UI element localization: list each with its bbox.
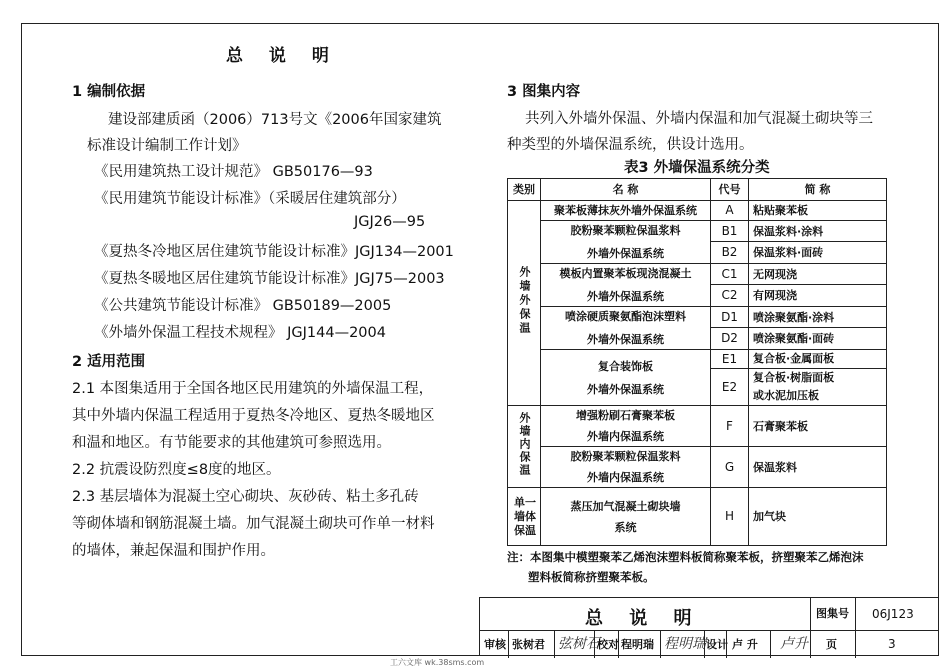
table-note: [507, 547, 897, 587]
name-line: 蒸压加气混凝土砌块墙: [570, 499, 681, 513]
divider: [704, 631, 705, 658]
atlas-number: 06J123: [872, 607, 914, 621]
note-line: 注：本图集中模塑聚苯乙烯泡沫塑料板简称聚苯板，挤塑聚苯乙烯泡沫: [507, 550, 864, 564]
category-label: 外墙内保温: [518, 412, 531, 477]
sec2-line: 其中外墙内保温工程适用于夏热冬冷地区、夏热冬暖地区: [72, 408, 435, 424]
table-row: [508, 307, 887, 328]
code-cell: D2: [711, 328, 749, 350]
abbr-cell: 保温浆料·面砖: [749, 242, 887, 264]
divider: [618, 631, 619, 658]
name-line: 增强粉刷石膏聚苯板: [576, 409, 675, 422]
divider: [770, 631, 771, 658]
abbr-cell: 有网现浇: [749, 285, 887, 307]
sec2-line: 和温和地区。有节能要求的其他建筑可参照选用。: [72, 435, 391, 451]
name-cell: [541, 488, 711, 546]
name-line: 模板内置聚苯板现浇混凝土: [559, 267, 692, 280]
note-line: 塑料板简称挤塑聚苯板。: [528, 570, 655, 584]
category-cell: [508, 406, 541, 488]
sec1-line: 《夏热冬暖地区居住建筑节能设计标准》JGJ75—2003: [94, 271, 445, 287]
section-1-heading: 1 编制依据: [72, 84, 146, 100]
name-line: 系统: [614, 520, 637, 534]
header-cell: 代号: [711, 179, 749, 201]
abbr-cell: 喷涂聚氨酯·面砖: [749, 328, 887, 350]
sec1-line: 《民用建筑节能设计标准》（采暖居住建筑部分）: [94, 191, 406, 207]
code-cell: H: [711, 488, 749, 546]
title-block: [479, 597, 939, 656]
watermark: 工六文库 wk.38sms.com: [390, 658, 485, 667]
code-cell: C1: [711, 264, 749, 285]
code-line: E2: [721, 380, 738, 394]
sec2-line: 2.3 基层墙体为混凝土空心砌块、灰砂砖、粘土多孔砖: [72, 489, 419, 505]
page-title: 总 说 明: [226, 46, 339, 66]
table-row: [508, 406, 887, 447]
design-name: 卢 升: [732, 638, 758, 651]
sec2-line: 等砌体墙和钢筋混凝土墙。加气混凝土砌块可作单一材料: [72, 516, 435, 532]
abbr-cell: 粘贴聚苯板: [749, 201, 887, 221]
page-number: 3: [888, 637, 896, 651]
sec3-line: 共列入外墙外保温、外墙内保温和加气混凝土砌块等三: [525, 111, 873, 127]
name-cell: [541, 350, 711, 406]
sec2-line: 的墙体，兼起保温和围护作用。: [72, 543, 275, 559]
table-row: [508, 264, 887, 285]
name-cell: 聚苯板薄抹灰外墙外保温系统: [541, 201, 711, 221]
table-header-row: [508, 179, 887, 201]
name-line: 外墙外保温系统: [587, 382, 664, 396]
review-name: 张树君: [512, 638, 545, 651]
divider: [660, 631, 661, 658]
sec1-line: 标准设计编制工作计划》: [87, 138, 247, 154]
divider: [810, 631, 811, 658]
name-line: 胶粉聚苯颗粒保温浆料: [570, 450, 681, 463]
table-row: [508, 447, 887, 488]
design-signature: 卢升: [780, 636, 808, 652]
check-label: 校对: [597, 638, 619, 651]
code-cell: A: [711, 201, 749, 221]
abbr-cell: 喷涂聚氨酯·涂料: [749, 307, 887, 328]
section-3-heading: 3 图集内容: [507, 84, 581, 100]
name-cell: [541, 447, 711, 488]
titleblock-name: 总 说 明: [585, 608, 702, 629]
name-line: 外墙内保温系统: [587, 471, 664, 484]
sec1-line: JGJ26—95: [354, 214, 426, 230]
sec2-line: 2.2 抗震设防烈度≤8度的地区。: [72, 462, 281, 478]
name-line: 外墙外保温系统: [587, 247, 664, 260]
category-label: 外墙外保温: [518, 266, 531, 336]
category-cell: [508, 201, 541, 406]
section-2-heading: 2 适用范围: [72, 354, 146, 370]
divider: [726, 631, 727, 658]
code-cell: C2: [711, 285, 749, 307]
sec3-line: 种类型的外墙保温系统，供设计选用。: [507, 137, 754, 153]
divider: [554, 631, 555, 658]
code-cell: [711, 350, 749, 406]
abbr-cell: 无网现浇: [749, 264, 887, 285]
name-cell: [541, 264, 711, 307]
divider: [508, 631, 509, 658]
review-signature: 弦树石: [558, 636, 600, 652]
code-cell: F: [711, 406, 749, 447]
check-signature: 程明瑞: [664, 636, 706, 652]
review-label: 审核: [484, 638, 506, 651]
atlas-label: 图集号: [816, 607, 849, 620]
sec2-line: 2.1 本图集适用于全国各地区民用建筑的外墙保温工程，: [72, 381, 434, 397]
name-line: 外墙外保温系统: [587, 290, 664, 303]
titleblock-sign-row: [480, 630, 939, 658]
name-cell: [541, 307, 711, 350]
sec1-line: 《公共建筑节能设计标准》 GB50189—2005: [94, 298, 392, 314]
sec1-line: 《夏热冬冷地区居住建筑节能设计标准》JGJ134—2001: [94, 244, 454, 260]
abbr-cell: 加气块: [749, 488, 887, 546]
divider: [855, 631, 856, 658]
abbr-cell: 石膏聚苯板: [749, 406, 887, 447]
divider: [855, 598, 856, 630]
name-line: 喷涂硬质聚氨酯泡沫塑料: [565, 310, 686, 323]
name-cell: [541, 221, 711, 264]
sec1-line: 《外墙外保温工程技术规程》 JGJ144—2004: [94, 325, 386, 341]
code-cell: D1: [711, 307, 749, 328]
header-cell: 类别: [508, 179, 541, 201]
code-cell: G: [711, 447, 749, 488]
abbr-line: 复合板·树脂面板: [753, 371, 835, 384]
abbr-cell: [749, 350, 887, 406]
code-cell: B2: [711, 242, 749, 264]
table-row: [508, 221, 887, 242]
name-line: 外墙外保温系统: [587, 333, 664, 346]
divider: [594, 631, 595, 658]
table-row: [508, 488, 887, 546]
classification-table: [507, 178, 887, 546]
name-cell: [541, 406, 711, 447]
check-name: 程明瑞: [621, 638, 654, 651]
code-cell: B1: [711, 221, 749, 242]
header-cell: 名 称: [541, 179, 711, 201]
divider: [810, 598, 811, 630]
abbr-cell: 保温浆料: [749, 447, 887, 488]
category-label: 单一墙体保温: [514, 495, 536, 537]
table-row: [508, 350, 887, 406]
sec1-line: 《民用建筑热工设计规范》 GB50176—93: [94, 164, 373, 180]
abbr-cell: 保温浆料·涂料: [749, 221, 887, 242]
name-line: 胶粉聚苯颗粒保温浆料: [570, 224, 681, 237]
page-label: 页: [826, 638, 837, 651]
abbr-line: 复合板·金属面板: [749, 350, 886, 369]
code-line: E1: [711, 350, 748, 369]
name-line: 复合装饰板: [598, 359, 653, 373]
table-row: [508, 201, 887, 221]
design-label: 设计: [706, 638, 728, 651]
table-title: 表3 外墙保温系统分类: [624, 160, 770, 176]
name-line: 外墙内保温系统: [587, 430, 664, 443]
header-cell: 简 称: [749, 179, 887, 201]
sec1-line: 建设部建质函（2006）713号文《2006年国家建筑: [108, 112, 442, 128]
category-cell: [508, 488, 541, 546]
abbr-line: 或水泥加压板: [753, 389, 819, 402]
